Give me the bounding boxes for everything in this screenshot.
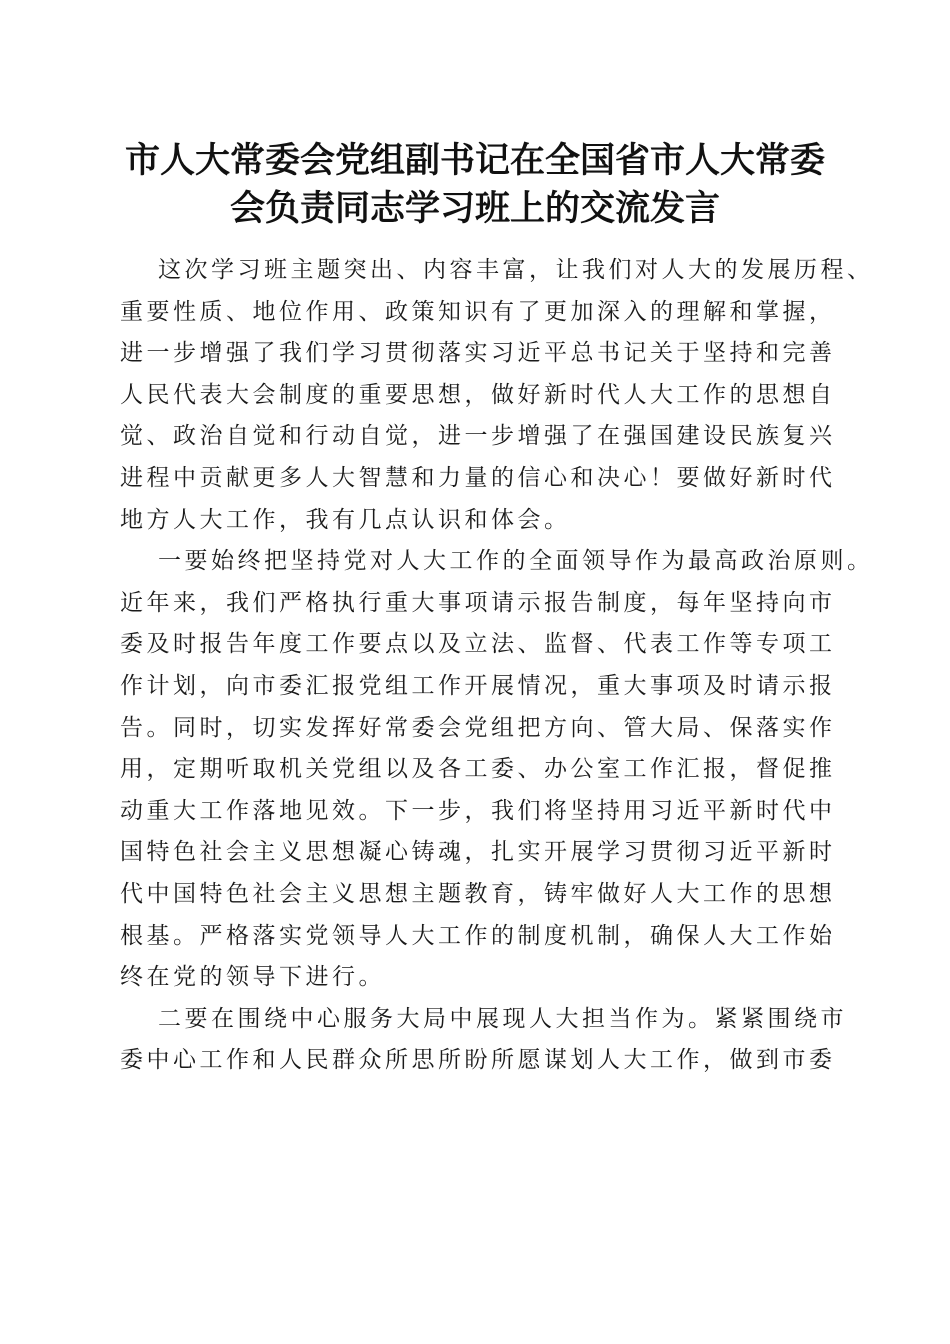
paragraph-line: 动重大工作落地见效。下一步，我们将坚持用习近平新时代中 <box>120 797 836 824</box>
paragraph-point-two <box>120 999 847 1082</box>
paragraph-line: 用，定期听取机关党组以及各工委、办公室工作汇报，督促推 <box>120 756 836 783</box>
paragraph-line: 委中心工作和人民群众所思所盼所愿谋划人大工作，做到市委 <box>120 1047 836 1074</box>
paragraph-line: 终在党的领导下进行。 <box>120 964 385 991</box>
paragraph-line: 一要始终把坚持党对人大工作的全面领导作为最高政治原则。 <box>158 548 874 575</box>
document-body <box>120 250 874 1082</box>
title-line-1: 市人大常委会党组副书记在全国省市人大常委 <box>124 140 825 181</box>
title-line-2: 会负责同志学习班上的交流发言 <box>229 188 720 229</box>
paragraph-line: 告。同时，切实发挥好常委会党组把方向、管大局、保落实作 <box>120 714 836 741</box>
paragraph-point-one <box>120 541 874 999</box>
paragraph-line: 觉、政治自觉和行动自觉，进一步增强了在强国建设民族复兴 <box>120 423 836 450</box>
paragraph-line: 进程中贡献更多人大智慧和力量的信心和决心！要做好新时代 <box>120 464 836 491</box>
document-title <box>100 137 850 233</box>
paragraph-intro <box>120 250 874 541</box>
paragraph-line: 二要在围绕中心服务大局中展现人大担当作为。紧紧围绕市 <box>158 1005 847 1032</box>
paragraph-line: 地方人大工作，我有几点认识和体会。 <box>120 506 571 533</box>
paragraph-line: 近年来，我们严格执行重大事项请示报告制度，每年坚持向市 <box>120 589 836 616</box>
paragraph-line: 这次学习班主题突出、内容丰富，让我们对人大的发展历程、 <box>158 257 874 283</box>
paragraph-line: 进一步增强了我们学习贯彻落实习近平总书记关于坚持和完善 <box>120 340 836 367</box>
paragraph-line: 委及时报告年度工作要点以及立法、监督、代表工作等专项工 <box>120 631 836 658</box>
paragraph-line: 根基。严格落实党领导人大工作的制度机制，确保人大工作始 <box>120 922 836 949</box>
paragraph-line: 国特色社会主义思想凝心铸魂，扎实开展学习贯彻习近平新时 <box>120 839 836 866</box>
paragraph-line: 人民代表大会制度的重要思想，做好新时代人大工作的思想自 <box>120 381 836 408</box>
paragraph-line: 重要性质、地位作用、政策知识有了更加深入的理解和掌握， <box>120 298 836 325</box>
paragraph-line: 作计划，向市委汇报党组工作开展情况，重大事项及时请示报 <box>120 672 836 699</box>
paragraph-line: 代中国特色社会主义思想主题教育，铸牢做好人大工作的思想 <box>120 880 836 907</box>
